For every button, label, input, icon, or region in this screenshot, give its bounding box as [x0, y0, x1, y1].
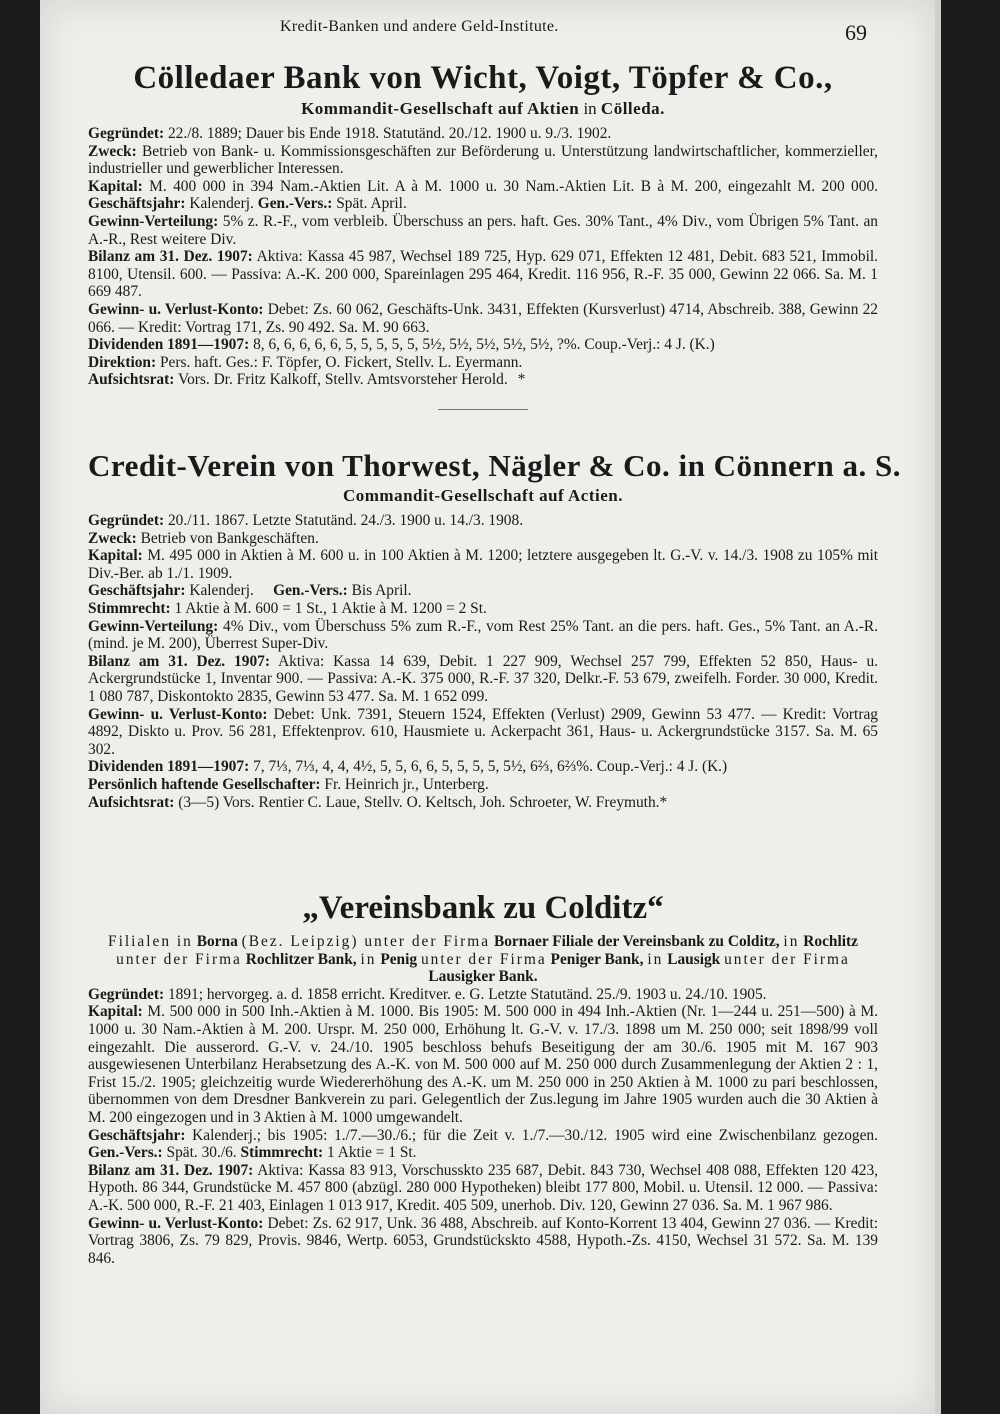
entry-label: Stimmrecht:	[88, 599, 171, 617]
branch-text: unter der Firma	[116, 950, 242, 968]
entry-text: 20./11. 1867. Letzte Statutänd. 24./3. 1900 u. 14./3. 1908.	[167, 512, 524, 529]
branch-text: unter der Firma	[420, 950, 547, 968]
section-title: Credit-Verein von Thorwest, Nägler & Co. in Cönnern a. S.	[88, 448, 901, 483]
entry-label: Gewinn-Verteilung:	[88, 617, 219, 635]
branch-text: unter der Firma	[724, 950, 850, 968]
entry-text: Spät. 30./6.	[166, 1144, 237, 1162]
entry-text: Debet: Zs. 60 062, Geschäfts-Unk. 3431, Effekten (Kursverlust) 4714, Abschreib. 388, Gewinn 22 066. — Kredit: Vortrag 171, Zs. 90 492. Sa. M. 90 663.	[88, 300, 878, 336]
entry-text: 1 Aktie à M. 600 = 1 St., 1 Aktie à M. 1200 = 2 St.	[174, 599, 487, 617]
entry-dividenden	[88, 758, 878, 776]
section-subtitle	[88, 486, 878, 506]
entry-text: 1891; hervorgeg. a. d. 1858 erricht. Kreditver. e. G. Letzte Statutänd. 25./9. 1903 u. 24./10. 1905.	[167, 985, 767, 1003]
entry-label: Kapital:	[88, 177, 143, 195]
entry-text: 8, 6, 6, 6, 6, 6, 5, 5, 5, 5, 5, 5½, 5½, 5½, 5½, 5½, ?%. Coup.-Verj.: 4 J. (K.)	[253, 336, 715, 354]
entry-label: Geschäftsjahr:	[88, 1126, 186, 1144]
entry-text: Betrieb von Bank- u. Kommissionsgeschäften zur Beförderung u. Unterstützung landwirtschaftlicher, kommerzieller, industrieller und gewerblicher Interessen.	[88, 142, 878, 178]
entry-label: Gen.-Vers.:	[257, 195, 333, 213]
branch-firm: Peniger Bank,	[550, 950, 644, 968]
entry-label: Bilanz am 31. Dez. 1907:	[88, 248, 253, 266]
company-place: Cölleda.	[600, 99, 665, 118]
entry-text: Aktiva: Kassa 45 987, Wechsel 189 725, Hyp. 629 071, Effekten 12 481, Debit. 683 521, Immobil. 8100, Utensil. 600. — Passiva: A.-K. 200 000, Spareinlagen 295 464, Kredit. 116 956, R.-F. 35 000, Gewinn 22 066. Sa. M. 1 669 487.	[88, 248, 878, 301]
entry-text: Bis April.	[351, 582, 412, 600]
entry-label: Dividenden 1891—1907:	[88, 758, 250, 776]
entry-bilanz	[88, 248, 878, 301]
subtitle-in: in	[583, 99, 597, 118]
book-page	[40, 0, 935, 1414]
branch-firm: Bornaer Filiale der Vereinsbank zu Colditz,	[493, 933, 780, 950]
entry-text: 22./8. 1889; Dauer bis Ende 1918. Statutänd. 20./12. 1900 u. 9./3. 1902.	[167, 125, 612, 142]
page-number: 69	[845, 20, 867, 45]
entry-text: Pers. haft. Ges.: F. Töpfer, O. Fickert, Stellv. L. Eyermann.	[159, 353, 523, 371]
entry-label: Gewinn-Verteilung:	[88, 212, 219, 230]
branch-city: Borna	[196, 933, 238, 950]
company-form: Kommandit-Gesellschaft auf Aktien	[301, 99, 580, 118]
section-title: „Vereinsbank zu Colditz“	[302, 890, 664, 926]
entry-label: Gegründet:	[88, 985, 165, 1003]
entry-label: Geschäftsjahr:	[88, 195, 186, 213]
entry-direktion	[88, 354, 878, 372]
entry-zweck	[88, 143, 878, 178]
entry-label: Geschäftsjahr:	[88, 582, 186, 600]
branch-text: in	[783, 933, 800, 950]
entry-text: M. 400 000 in 394 Nam.-Aktien Lit. A à M. 1000 u. 30 Nam.-Aktien Lit. B à M. 200, eingezahlt M. 200 000.	[149, 177, 878, 195]
entry-gewinn-verlust	[88, 706, 878, 759]
section-coelledaer-bank	[88, 60, 878, 430]
branch-text: (Bez. Leipzig) unter der Firma	[241, 933, 491, 950]
entry-kapital	[88, 547, 878, 582]
entry-geschaeftsjahr	[88, 582, 878, 600]
entry-gegruendet	[88, 986, 878, 1004]
entry-gesellschafter	[88, 776, 878, 794]
section-title: Cölledaer Bank von Wicht, Voigt, Töpfer & Co.,	[133, 60, 833, 96]
entry-label: Stimmrecht:	[240, 1144, 324, 1162]
branch-text: in	[360, 950, 377, 968]
entry-text: (3—5) Vors. Rentier C. Laue, Stellv. O. Keltsch, Joh. Schroeter, W. Freymuth.*	[178, 793, 668, 811]
entry-text: Betrieb von Bankgeschäften.	[140, 529, 319, 547]
entry-label: Dividenden 1891—1907:	[88, 336, 250, 354]
branches-paragraph	[88, 933, 878, 986]
entry-dividenden	[88, 336, 878, 354]
entry-label: Kapital:	[88, 1003, 143, 1021]
entry-label: Gewinn- u. Verlust-Konto:	[88, 705, 268, 723]
entry-geschaeftsjahr	[88, 1127, 878, 1162]
entry-label: Gewinn- u. Verlust-Konto:	[88, 1214, 264, 1232]
company-form: Commandit-Gesellschaft auf Actien.	[342, 486, 623, 505]
section-vereinsbank-colditz	[88, 890, 878, 1267]
entry-text: M. 500 000 in 500 Inh.-Aktien à M. 1000. Bis 1905: M. 500 000 in 494 Inh.-Aktien (Nr. 1—244 u. 251—500) à M. 1000 u. 30 Nam.-Aktien à M. 200. Urspr. M. 250 000, Erhöhung lt. G.-V. v. 17./3. 1898 um M. 250 000; seit 1898/99 voll eingezahlt. Die ausserord. G.-V. v. 24./10. 1905 beschloss behufs Beseitigung der am 30./6. 1905 mit M. 167 903 ausgewiesenen Unterbilanz Herabsetzung des A.-K. von M. 500 000 auf M. 250 000 durch Zusammenlegung der Aktien 2 : 1, Frist 15./2. 1905; gleichzeitig wurde Wiedererhöhung des A.-K. um M. 250 000 in 250 Aktien à M. 1000 zu pari beschlossen, übernommen von dem Dresdner Bankverein zu pari. Gelegentlich der Zus.legung im Jahre 1905 wurden auch die 30 Aktien à M. 200 eingezogen und in 3 Aktien à M. 1000 umgewandelt.	[88, 1003, 878, 1126]
branch-text: in	[647, 950, 664, 968]
entry-label: Gegründet:	[88, 512, 165, 529]
entry-gewinn-verteilung	[88, 213, 878, 248]
entry-zweck	[88, 530, 878, 548]
branch-firm: Rochlitzer Bank,	[245, 950, 357, 968]
entry-label: Aufsichtsrat:	[88, 793, 175, 811]
entry-kapital	[88, 1003, 878, 1126]
entry-text: Fr. Heinrich jr., Unterberg.	[324, 775, 489, 793]
entry-bilanz	[88, 1162, 878, 1215]
entry-label: Gen.-Vers.:	[273, 582, 348, 600]
branch-city: Lausigk	[667, 950, 721, 968]
entry-text: M. 495 000 in Aktien à M. 600 u. in 100 Aktien à M. 1200; letztere ausgegeben lt. G.-V. v. 14./3. 1908 zu 105% mit Div.-Ber. ab 1./1. 1909.	[88, 547, 878, 582]
entry-text: Kalenderj.; bis 1905: 1./7.—30./6.; für die Zeit v. 1./7.—30./12. 1905 wird eine Zwischenbilanz gezogen.	[192, 1126, 878, 1144]
entry-gegruendet	[88, 125, 878, 143]
entry-gewinn-verlust	[88, 1215, 878, 1268]
running-head: Kredit-Banken und andere Geld-Institute.	[280, 18, 559, 35]
entry-label: Gewinn- u. Verlust-Konto:	[88, 300, 264, 318]
entry-label: Bilanz am 31. Dez. 1907:	[88, 1161, 254, 1179]
branch-city: Penig	[380, 950, 418, 968]
entry-text: 1 Aktie = 1 St.	[327, 1144, 417, 1162]
entry-text: 5% z. R.-F., vom verbleib. Überschuss an pers. haft. Ges. 30% Tant., 4% Div., vom Übrigen 5% Tant. an A.-R., Rest weitere Div.	[88, 212, 878, 248]
entry-bilanz	[88, 653, 878, 706]
entry-text: Vors. Dr. Fritz Kalkoff, Stellv. Amtsvorsteher Herold.	[177, 371, 508, 389]
entry-gewinn-verlust	[88, 301, 878, 336]
entry-text: Aktiva: Kassa 83 913, Vorschusskto 235 687, Debit. 843 730, Wechsel 408 088, Effekten 120 423, Hypoth. 86 344, Grundstücke M. 457 800 (abzügl. 280 000 Hypotheken) bleibt 177 800, Mobil. u. Utensil. 12 000. — Passiva: A.-K. 500 000, R.-F. 21 403, Einlagen 1 013 917, Kredit. 405 509, unerhob. Div. 120, Gewinn 27 036. Sa. M. 1 967 986.	[88, 1161, 878, 1214]
entry-label: Zweck:	[88, 142, 137, 160]
entry-label: Zweck:	[88, 529, 137, 547]
branch-city: Rochlitz	[803, 933, 858, 950]
entry-text: 4% Div., vom Überschuss 5% zum R.-F., vom Rest 25% Tant. an die pers. haft. Ges., 5% Tant. an A.-R. (mind. je M. 200), Überrest Super-Div.	[88, 617, 878, 653]
section-credit-verein	[88, 448, 901, 811]
entry-stimmrecht	[88, 600, 878, 618]
entry-text: 7, 7⅓, 7⅓, 4, 4, 4½, 5, 5, 6, 6, 5, 5, 5, 5, 5½, 6⅔, 6⅔%. Coup.-Verj.: 4 J. (K.)	[253, 758, 728, 776]
entry-label: Persönlich haftende Gesellschafter:	[88, 775, 321, 793]
entry-label: Kapital:	[88, 547, 143, 565]
branch-text: Filialen in	[108, 933, 193, 950]
entry-label: Aufsichtsrat:	[88, 371, 175, 389]
footnote-star: *	[517, 371, 526, 389]
entry-label: Gen.-Vers.:	[88, 1144, 163, 1162]
page-edge	[935, 0, 941, 1414]
entry-text: Debet: Unk. 7391, Steuern 1524, Effekten (Verlust) 2909, Gewinn 53 477. — Kredit: Vortrag 4892, Diskto u. Prov. 56 281, Effektenprov. 610, Hausmiete u. Ackerpacht 361, Haus- u. Ackergrundstücke 3157. Sa. M. 65 302.	[88, 705, 878, 758]
entry-text: Aktiva: Kassa 14 639, Debit. 1 227 909, Wechsel 257 799, Effekten 52 850, Haus- u. Ackergrundstücke 1, Inventar 900. — Passiva: A.-K. 375 000, R.-F. 37 320, Delkr.-F. 53 679, zweifelh. Forder. 30 000, Kredit. 1 080 787, Diskontokto 2835, Gewinn 53 477. Sa. M. 1 652 099.	[88, 652, 878, 705]
entry-aufsichtsrat	[88, 794, 878, 812]
branch-firm: Lausigker Bank.	[428, 968, 538, 986]
entry-label: Direktion:	[88, 353, 157, 371]
entry-label: Bilanz am 31. Dez. 1907:	[88, 652, 270, 670]
section-subtitle	[88, 99, 878, 119]
entry-label: Gegründet:	[88, 125, 165, 142]
entry-aufsichtsrat	[88, 371, 878, 389]
section-divider	[438, 409, 528, 410]
entry-text: Debet: Zs. 62 917, Unk. 36 488, Abschreib. auf Konto-Korrent 13 404, Gewinn 27 036. — Kredit: Vortrag 3806, Zs. 79 829, Provis. 9846, Wertp. 6053, Grundstückskto 4588, Hypoth.-Zs. 4150, Wechsel 31 572. Sa. M. 139 846.	[88, 1214, 878, 1267]
entry-gewinn-verteilung	[88, 618, 878, 653]
entry-text: Kalenderj.	[189, 195, 254, 213]
entry-text: Kalenderj.	[189, 582, 254, 600]
entry-text: Spät. April.	[336, 195, 407, 213]
entry-gegruendet	[88, 512, 878, 530]
entry-kapital	[88, 178, 878, 213]
